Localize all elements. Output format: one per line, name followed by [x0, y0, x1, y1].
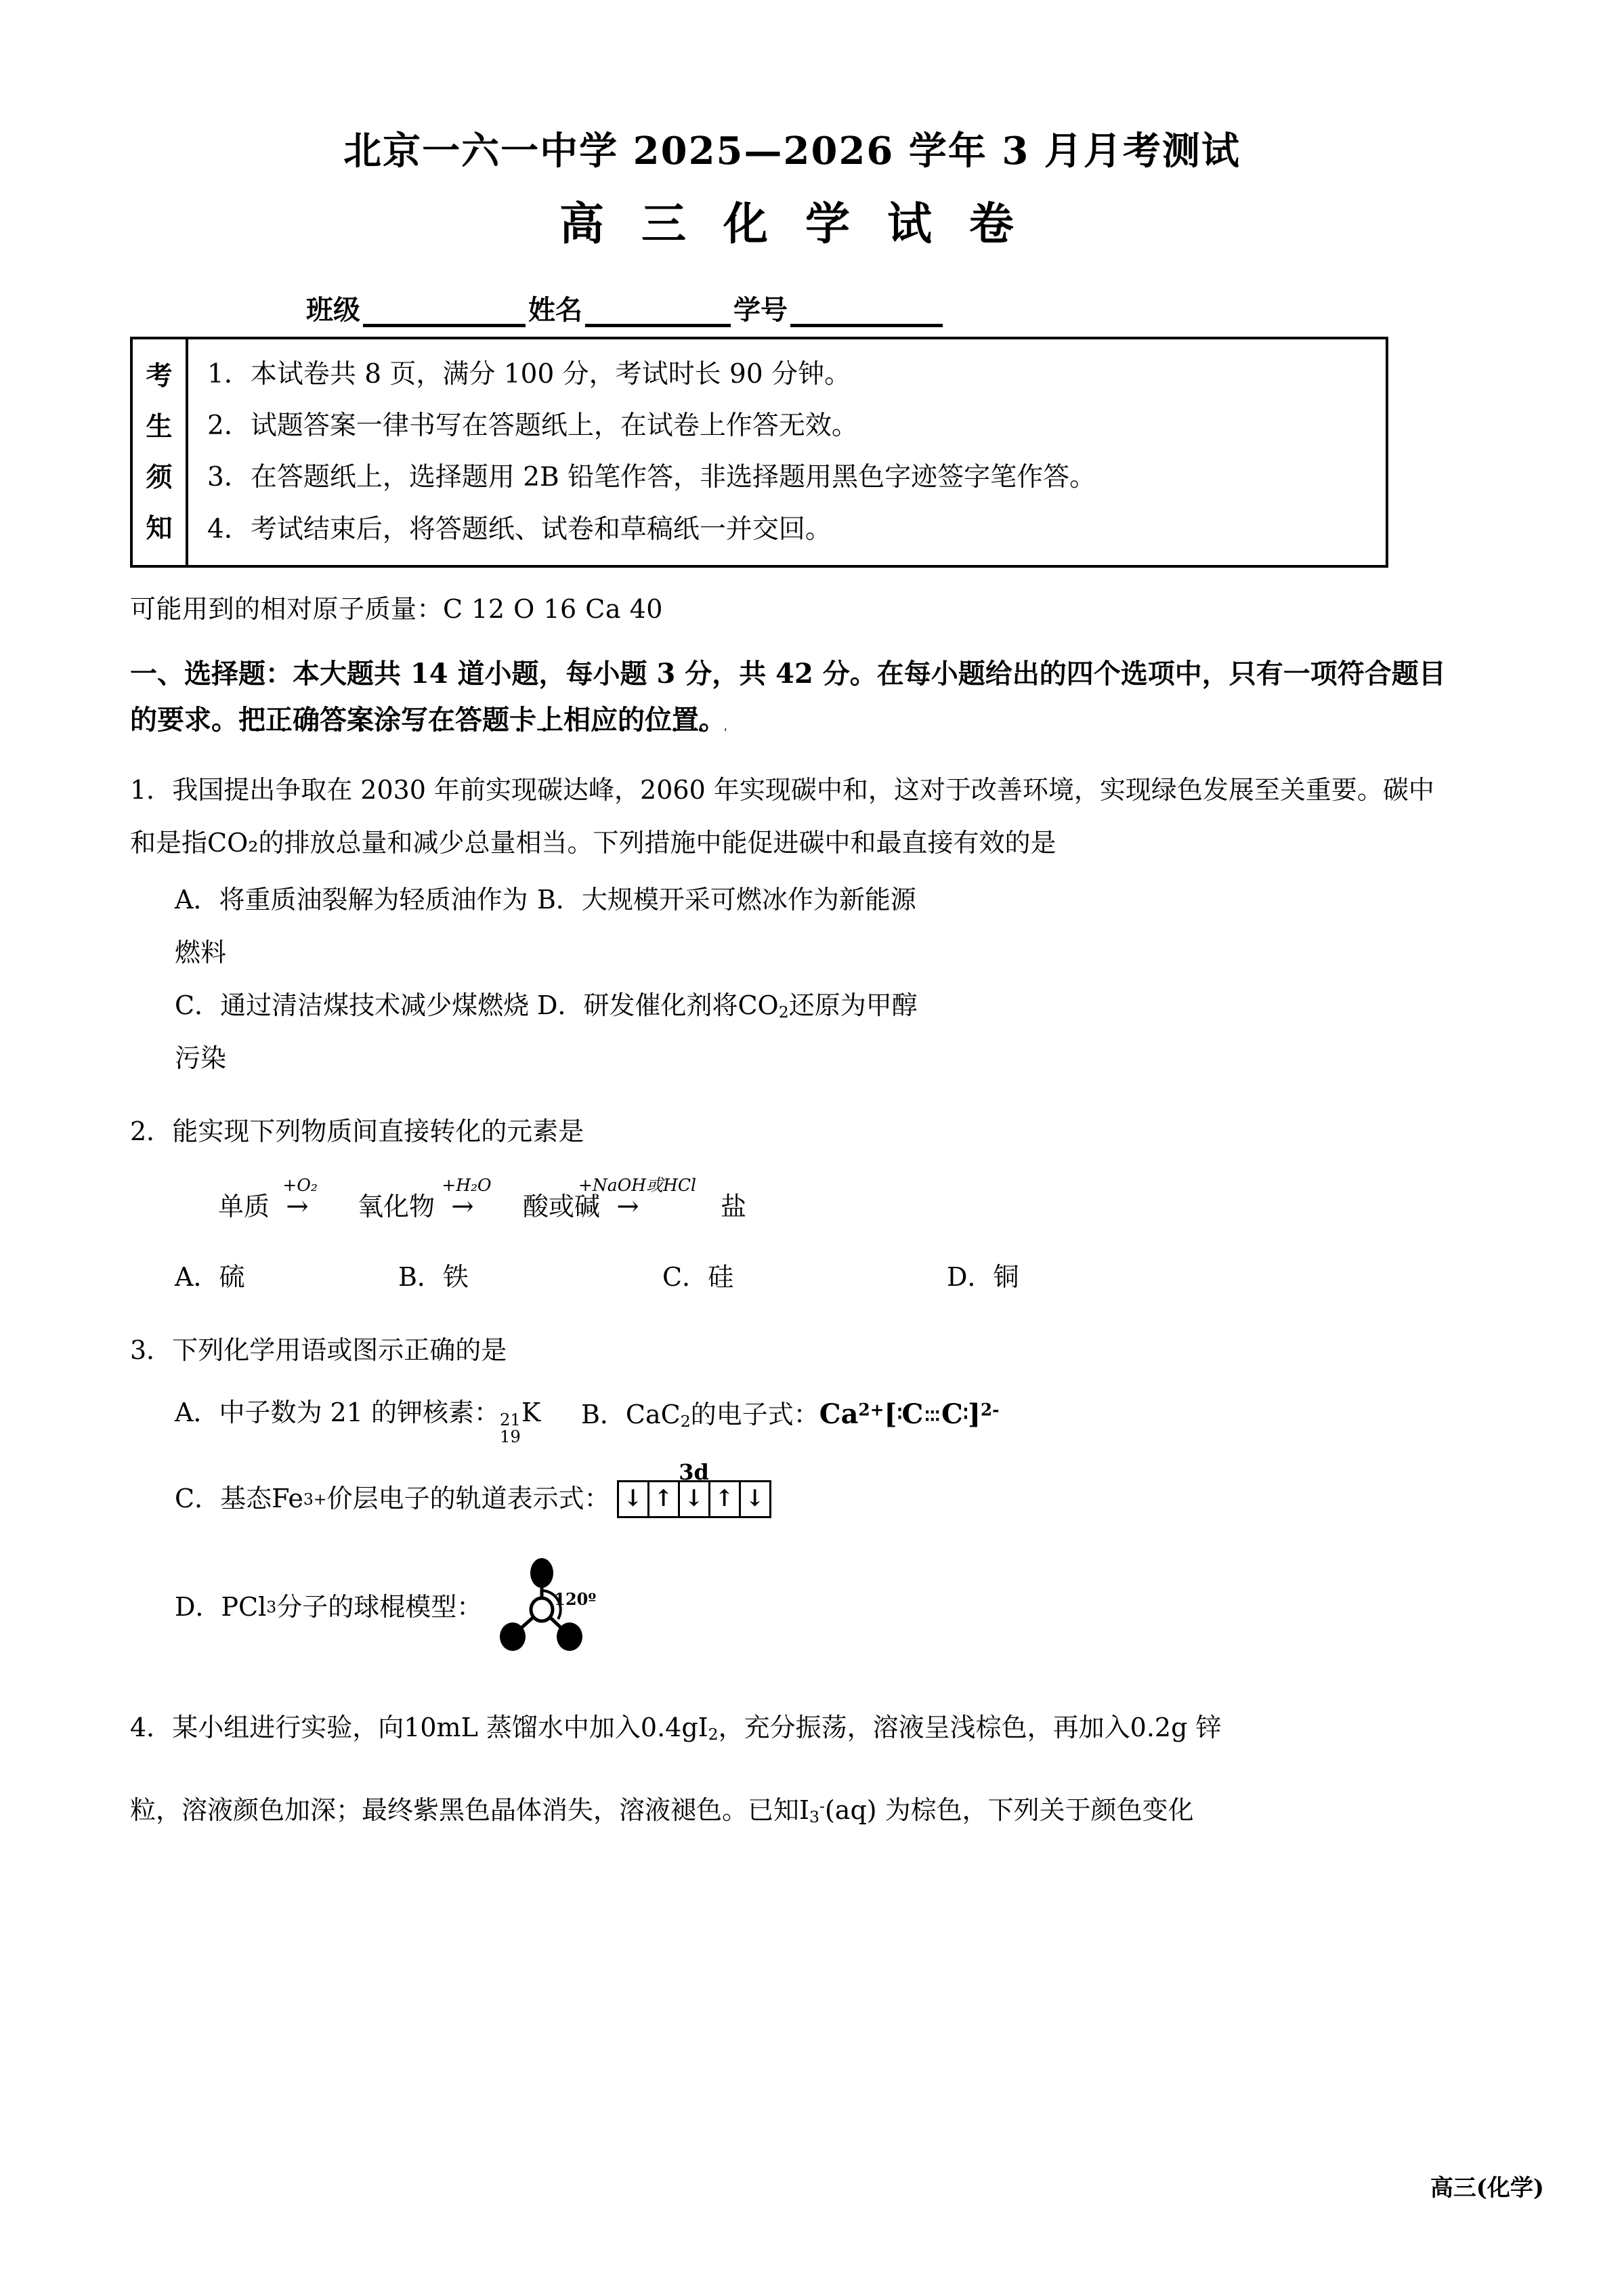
q4-line2-a: 粒，溶液颜色加深；最终紫黑色晶体消失，溶液褪色。已知I — [130, 1795, 810, 1825]
question-1-option-c[interactable]: C．通过清洁煤技术减少煤燃烧污染 — [175, 990, 530, 1073]
question-1-text: 我国提出争取在 2030 年前实现碳达峰，2060 年实现碳中和，这对于改善环境，实现绿色发展至关重要。碳中和是指CO₂的排放总量和减少总量相当。下列措施中能促进碳中和最直接有效的是 — [130, 775, 1434, 858]
q1-d-subscript: 2 — [778, 1002, 789, 1022]
lewis-anion-charge: 2- — [980, 1400, 1000, 1420]
class-label: 班级 — [306, 294, 360, 327]
ball-stick-model-pcl3 — [494, 1557, 596, 1658]
notice-side-char-2: 生 — [146, 411, 173, 442]
question-1-option-d[interactable] — [537, 980, 918, 1085]
q4-line1-subscript: 2 — [708, 1724, 719, 1744]
q4-line2-superscript: - — [819, 1796, 825, 1816]
notice-side-char-1: 考 — [146, 360, 173, 392]
chain-node-3: 酸或碱 — [523, 1192, 601, 1222]
question-3-text: 下列化学用语或图示正确的是 — [172, 1335, 507, 1366]
question-2 — [130, 1106, 1454, 1305]
question-1-options — [130, 874, 1454, 1085]
q1-d-prefix: D．研发催化剂将CO — [537, 990, 779, 1020]
lewis-anion-body: [∶C∶∶∶C∶] — [884, 1398, 981, 1431]
orbital-diagram-3d — [617, 1459, 771, 1518]
q3-d-mid: 分子的球棍模型： — [276, 1591, 483, 1622]
q4-line2-subscript: 3 — [809, 1807, 819, 1826]
q3-b-mid: 的电子式： — [690, 1400, 819, 1430]
chain-arrow-3-label: +NaOH或HCl — [578, 1175, 696, 1196]
atomic-masses-line: 可能用到的相对原子质量：C 12 O 16 Ca 40 — [130, 593, 663, 624]
question-2-number: 2． — [130, 1116, 173, 1146]
question-2-option-d[interactable]: D．铜 — [947, 1262, 1019, 1293]
chain-arrow-1-label: +O₂ — [282, 1175, 318, 1196]
question-3-stem — [130, 1324, 1454, 1377]
question-4-stem — [130, 1702, 1454, 1755]
atomic-number: 19 — [499, 1426, 521, 1446]
notice-side-char-3: 须 — [146, 461, 173, 493]
orbital-label: 3d — [679, 1459, 709, 1485]
question-4-number: 4． — [130, 1712, 173, 1742]
q3-d-prefix: D．PCl — [175, 1591, 267, 1622]
arrow-right-icon: → — [616, 1191, 639, 1223]
question-3-options — [130, 1387, 1454, 1658]
section-one-emphasis: 把正确答案涂写在答题卡上相应的位置。 — [238, 704, 726, 744]
question-1-option-a[interactable]: A．将重质油裂解为轻质油作为燃料 — [175, 884, 528, 967]
notice-item: 3．在答题纸上，选择题用 2B 铅笔作答，非选择题用黑色字迹签字笔作答。 — [207, 462, 1096, 493]
question-2-option-a[interactable]: A．硫 — [175, 1262, 245, 1293]
mass-number: 21 — [499, 1410, 521, 1430]
q4-line2-b: (aq) 为棕色，下列关于颜色变化 — [824, 1795, 1194, 1825]
arrow-right-icon: → — [451, 1191, 474, 1223]
lewis-cation: Ca — [819, 1398, 859, 1431]
arrow-right-icon: → — [286, 1191, 309, 1223]
lewis-structure-cac2 — [819, 1398, 1000, 1430]
q4-line1-a: 某小组进行实验，向10mL 蒸馏水中加入0.4gI — [172, 1712, 708, 1742]
question-1-stem — [130, 764, 1454, 870]
q3-a-prefix: A．中子数为 21 的钾核素： — [175, 1398, 500, 1428]
question-1-option-b[interactable]: B．大规模开采可燃冰作为新能源 — [537, 884, 916, 915]
question-4 — [130, 1702, 1454, 1837]
q1-d-suffix: 还原为甲醇 — [788, 990, 918, 1020]
student-info-line — [130, 289, 1454, 327]
orbital-box: ↓ — [619, 1482, 649, 1516]
q3-c-superscript: 3+ — [303, 1489, 327, 1509]
page-footer: 高三(化学) — [1430, 2175, 1544, 2202]
q3-b-subscript: 2 — [680, 1412, 691, 1431]
notice-side-char-4: 知 — [146, 512, 173, 544]
notice-item: 4．考试结束后，将答题纸、试卷和草稿纸一并交回。 — [207, 513, 832, 545]
notice-item: 1．本试卷共 8 页，满分 100 分，考试时长 90 分钟。 — [207, 359, 851, 390]
q3-b-prefix: B．CaC — [581, 1400, 681, 1430]
question-2-stem — [130, 1106, 1454, 1158]
chain-arrow-3 — [578, 1175, 696, 1234]
q3-c-prefix: C．基态Fe — [175, 1483, 303, 1513]
chain-arrow-2 — [439, 1175, 492, 1234]
question-1-number: 1． — [130, 775, 173, 805]
q4-line1-b: ，充分振荡，溶液呈浅棕色，再加入0.2g 锌 — [718, 1712, 1222, 1742]
question-3-option-c[interactable] — [175, 1459, 771, 1526]
element-symbol: K — [521, 1398, 541, 1428]
chain-node-2: 氧化物 — [358, 1192, 435, 1222]
question-2-options — [130, 1251, 1454, 1304]
notice-side-label — [133, 339, 188, 564]
transformation-chain-diagram — [130, 1175, 1454, 1234]
page-content — [130, 0, 1454, 1837]
orbital-box: ↑ — [710, 1482, 741, 1516]
question-1 — [130, 764, 1454, 1085]
paper-subtitle: 高 三 化 学 试 卷 — [559, 197, 1025, 251]
page-title: 北京一六一中学 2025—2026 学年 3 月月考测试 — [343, 129, 1241, 173]
q3-c-mid: 价层电子的轨道表示式： — [326, 1483, 610, 1513]
orbital-box: ↑ — [649, 1482, 680, 1516]
question-3-option-b[interactable] — [581, 1387, 999, 1446]
notice-item-list — [188, 339, 1386, 564]
question-3-option-a[interactable] — [175, 1387, 581, 1446]
chain-node-4: 盐 — [721, 1192, 747, 1222]
notice-item: 2．试题答案一律书写在答题纸上，在试卷上作答无效。 — [207, 411, 858, 442]
chain-arrow-1 — [274, 1175, 321, 1234]
question-2-option-c[interactable]: C．硅 — [662, 1262, 734, 1293]
question-2-text: 能实现下列物质间直接转化的元素是 — [172, 1116, 584, 1146]
exam-notice-box — [130, 337, 1388, 567]
q3-d-subscript: 3 — [266, 1597, 277, 1617]
orbital-box: ↓ — [745, 1484, 765, 1512]
section-one-heading — [130, 651, 1454, 745]
name-label: 姓名 — [528, 294, 582, 327]
section-one-text: 一、选择题：本大题共 14 道小题，每小题 3 分，共 42 分。在每小题给出的四个选项中，只有一项符合题目的要求。 — [130, 657, 1446, 736]
question-3-option-d[interactable] — [175, 1557, 596, 1658]
question-4-stem-line2 — [130, 1784, 1454, 1837]
class-blank[interactable] — [363, 301, 526, 327]
chain-arrow-2-label: +H₂O — [442, 1175, 492, 1196]
student-id-label: 学号 — [733, 294, 788, 327]
name-blank[interactable] — [585, 301, 731, 327]
chain-node-1: 单质 — [218, 1192, 270, 1222]
lewis-cation-charge: 2+ — [858, 1400, 884, 1420]
question-3-number: 3． — [130, 1335, 173, 1366]
student-id-blank[interactable] — [790, 301, 943, 327]
question-3 — [130, 1324, 1454, 1658]
bond-angle-label: 120º — [554, 1589, 597, 1609]
question-2-option-b[interactable]: B．铁 — [398, 1262, 469, 1293]
orbital-box: ↓ — [680, 1482, 710, 1516]
isotope-notation — [500, 1412, 521, 1446]
